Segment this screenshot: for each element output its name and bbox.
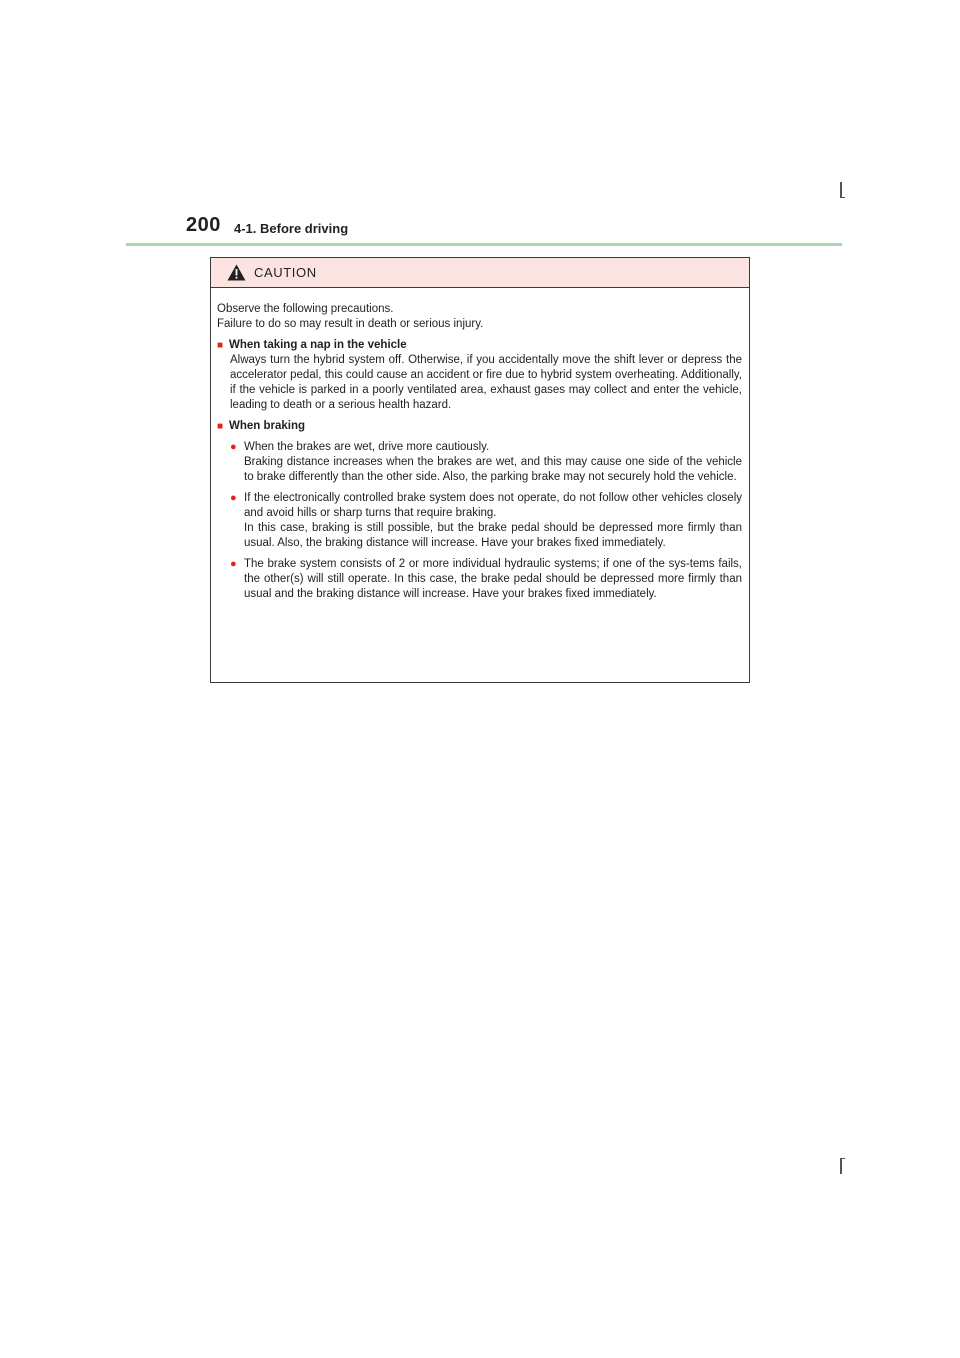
bullet-text: When the brakes are wet, drive more cautiously.	[244, 441, 490, 453]
section-title: 4-1. Before driving	[234, 221, 349, 236]
bullet-text: If the electronically controlled brake system does not operate, do not follow other vehicles closely and avoid hills or sharp turns that require braking.	[244, 492, 742, 519]
section-heading-nap	[217, 338, 742, 353]
section-heading-text: When braking	[229, 420, 306, 432]
round-bullet-icon: ●	[230, 492, 237, 504]
caution-box	[210, 257, 750, 683]
caution-header	[211, 258, 749, 288]
list-item	[230, 557, 742, 602]
intro-line: Failure to do so may result in death or serious injury.	[217, 318, 484, 330]
list-item	[230, 440, 742, 485]
caution-intro	[217, 302, 742, 332]
square-bullet-icon: ■	[217, 421, 224, 432]
round-bullet-icon: ●	[230, 558, 237, 570]
section-heading-braking	[217, 419, 742, 434]
caution-title: CAUTION	[254, 265, 317, 280]
list-item	[230, 491, 742, 551]
bullet-text: Braking distance increases when the brakes are wet, and this may cause one side of the vehicle to brake differently than the other side. Also, the parking brake may not securely hold the vehicle.	[244, 456, 742, 483]
intro-line: Observe the following precautions.	[217, 303, 394, 315]
bullet-text: In this case, braking is still possible, but the brake pedal should be depressed more firmly than usual. Also, the braking distance will increase. Have your brakes fixed immediately.	[244, 522, 742, 549]
caution-body	[211, 288, 749, 602]
crop-mark-top	[840, 182, 842, 198]
round-bullet-icon: ●	[230, 441, 237, 453]
page-number: 200	[186, 214, 221, 236]
section-heading-text: When taking a nap in the vehicle	[229, 339, 407, 351]
crop-mark-bottom	[840, 1158, 842, 1174]
warning-triangle-icon	[227, 264, 246, 281]
section-paragraph: Always turn the hybrid system off. Otherwise, if you accidentally move the shift lever or depress the accelerator pedal, this could cause an accident or fire due to hybrid system overheating. Additionally, if the vehicle is parked in a poorly ventilated area, exhaust gases may collect and enter the vehicle, leading to death or a serious health hazard.	[230, 354, 742, 411]
header-rule	[126, 243, 842, 246]
bullet-text: The brake system consists of 2 or more individual hydraulic systems; if one of the sys-tems fails, the other(s) will still operate. In this case, the brake pedal should be depressed more firmly than usual and the braking distance will increase. Have your brakes fixed immediately.	[244, 558, 742, 600]
square-bullet-icon: ■	[217, 340, 224, 351]
